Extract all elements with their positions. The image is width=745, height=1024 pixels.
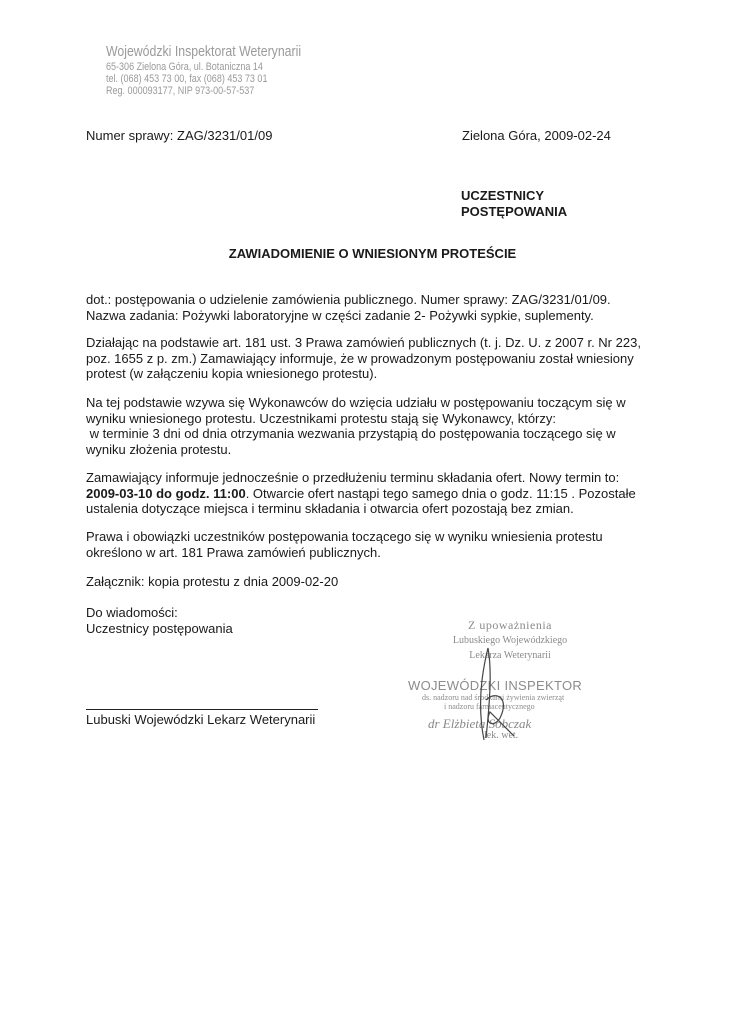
text-line: Prawa i obowiązki uczestników postępowania toczącego się w wyniku wniesienia protestu <box>86 529 603 544</box>
cc-block <box>86 605 233 636</box>
text-span: . Otwarcie ofert nastąpi tego samego dnia o godz. 11:15 . Pozostałe <box>245 485 636 501</box>
office-registry: Reg. 000093177, NIP 973-00-57-537 <box>106 85 255 97</box>
office-phone: tel. (068) 453 73 00, fax (068) 453 73 01 <box>106 73 268 85</box>
case-number: Numer sprawy: ZAG/3231/01/09 <box>86 128 273 143</box>
text-line <box>86 486 636 502</box>
text-line: Z upoważnienia <box>468 618 552 632</box>
attachment-note: Załącznik: kopia protestu z dnia 2009-02-20 <box>86 574 339 589</box>
text-line: protest (w załączeniu kopia wniesionego protestu). <box>86 366 378 382</box>
text-line: Nazwa zadania: Pożywki laboratoryjne w części zadanie 2- Pożywki sypkie, suplementy. <box>86 307 594 323</box>
signatory-title: lek. wet. <box>484 730 519 741</box>
recipient-line-1: UCZESTNICY <box>461 188 545 203</box>
signatory-name: dr Elżbieta Sobczak <box>428 716 532 731</box>
paragraph-subject <box>86 292 611 323</box>
new-deadline: 2009-03-10 do godz. 11:00 <box>86 485 246 501</box>
signature-line <box>86 709 318 710</box>
text-line: Działając na podstawie art. 181 ust. 3 Prawa zamówień publicznych (t. j. Dz. U. z 2007 r. Nr 223, <box>86 335 641 350</box>
paragraph-summons <box>86 395 626 457</box>
text-line: w terminie 3 dni od dnia otrzymania wezwania przystąpią do postępowania toczącego się w <box>86 426 616 442</box>
paragraph-deadline <box>86 470 636 517</box>
text-line: ustalenia dotyczące miejsca i terminu składania i otwarcia ofert pozostają bez zmian. <box>86 501 574 517</box>
paragraph-rights <box>86 529 603 560</box>
place-date: Zielona Góra, 2009-02-24 <box>462 128 611 143</box>
paragraph-legal-basis <box>86 335 641 382</box>
text-line: określono w art. 181 Prawa zamówień publicznych. <box>86 544 381 560</box>
text-line: dot.: postępowania o udzielenie zamówienia publicznego. Numer sprawy: ZAG/3231/01/09. <box>86 292 611 307</box>
stamp-title: WOJEWÓDZKI INSPEKTOR <box>408 678 583 693</box>
text-line: poz. 1655 z p. zm.) Zamawiający informuje, że w prowadzonym postępowaniu został wniesiony <box>86 350 634 366</box>
text-line: Zamawiający informuje jednocześnie o przedłużeniu terminu składania ofert. Nowy termin to: <box>86 470 620 485</box>
cc-recipient: Uczestnicy postępowania <box>86 620 233 636</box>
signature-caption: Lubuski Wojewódzki Lekarz Weterynarii <box>86 712 316 727</box>
document-title: ZAWIADOMIENIE O WNIESIONYM PROTEŚCIE <box>228 246 517 261</box>
cc-label: Do wiadomości: <box>86 605 178 620</box>
handwritten-signature <box>470 640 530 750</box>
text-line: Lekarza Weterynarii <box>469 650 551 661</box>
text-line: wyniku złożenia protestu. <box>86 441 232 457</box>
stamp-line: i nadzoru farmaceutycznego <box>444 702 535 711</box>
text-line: Lubuskiego Wojewódzkiego <box>452 635 568 646</box>
office-stamp <box>106 43 301 97</box>
office-name: Wojewódzki Inspektorat Weterynarii <box>106 43 302 60</box>
text-line: Na tej podstawie wzywa się Wykonawców do wzięcia udziału w postępowaniu toczącym się w <box>86 395 626 410</box>
stamp-line: ds. nadzoru nad środkami żywienia zwierząt <box>422 693 565 702</box>
text-line: wyniku wniesionego protestu. Uczestnikami protestu stają się Wykonawcy, którzy: <box>86 410 556 426</box>
office-address: 65-306 Zielona Góra, ul. Botaniczna 14 <box>106 61 263 73</box>
recipient-line-2: POSTĘPOWANIA <box>461 204 568 219</box>
